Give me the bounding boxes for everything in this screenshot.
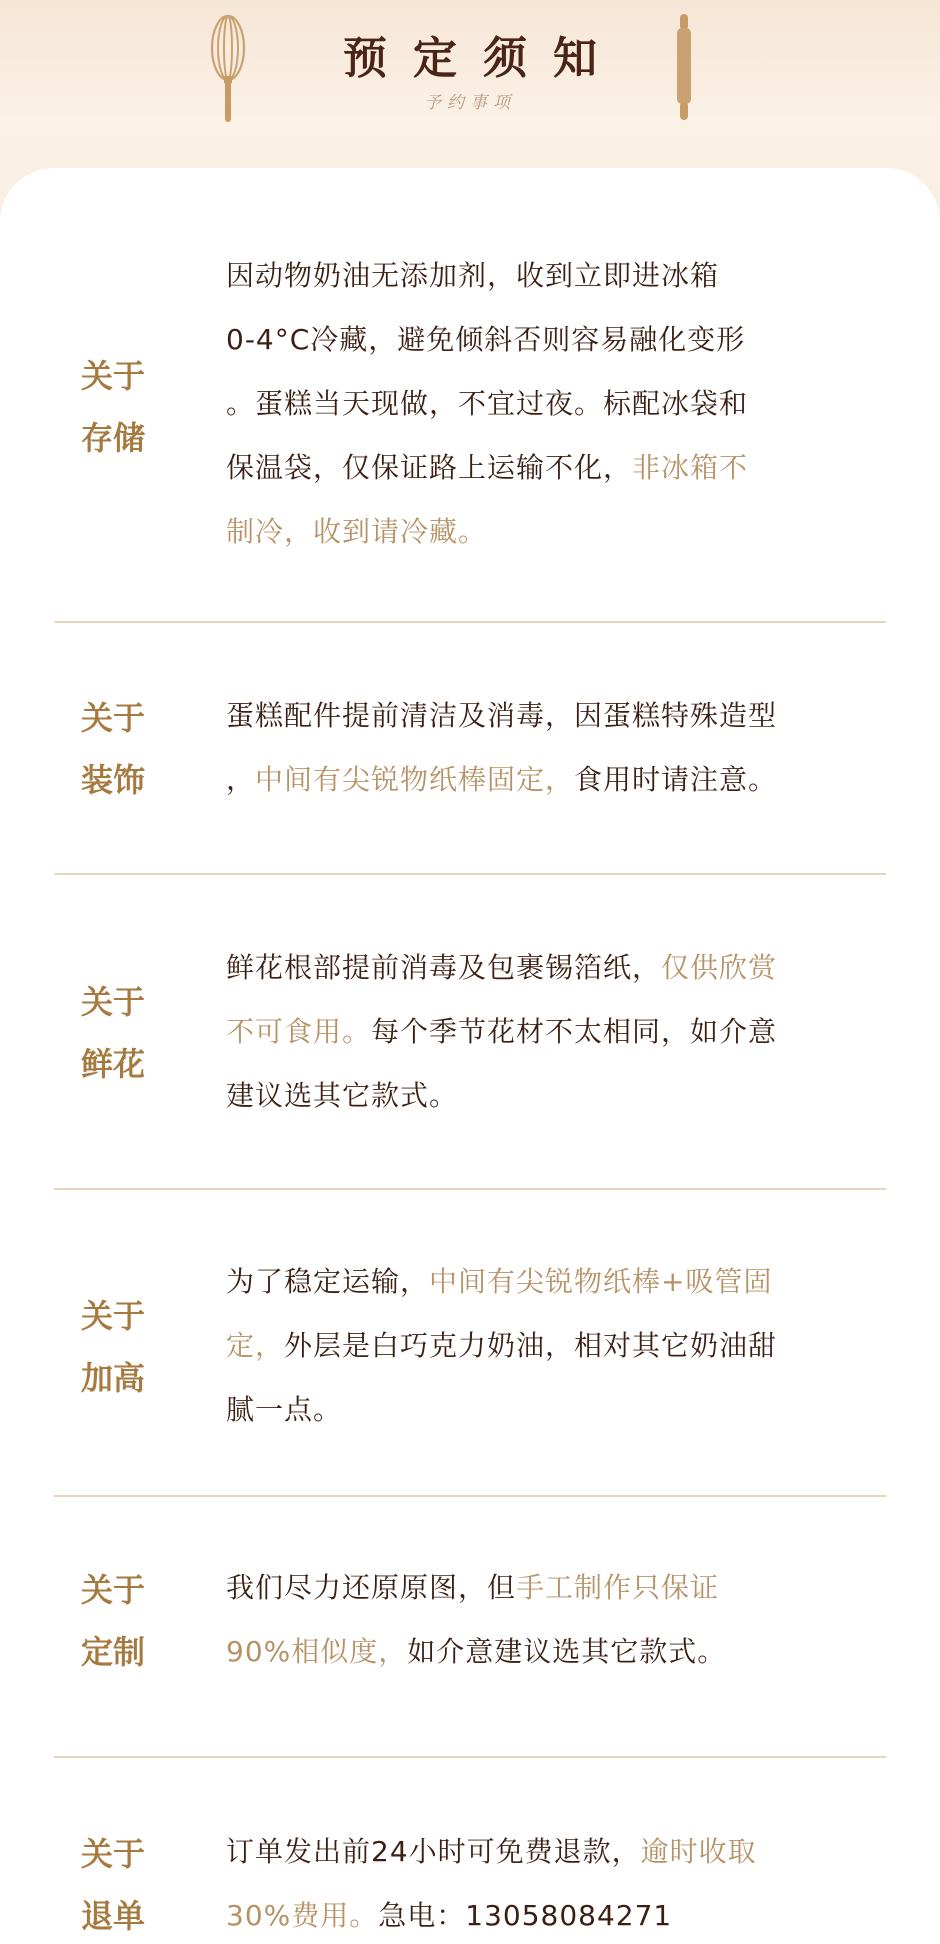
body-text: 0-4°C冷藏，避免倾斜否则容易融化变形 bbox=[226, 323, 746, 356]
section-text bbox=[226, 936, 876, 1128]
text-line bbox=[226, 372, 876, 436]
section-text bbox=[226, 1556, 876, 1684]
body-text: ， bbox=[226, 763, 256, 796]
body-text: 如介意建议选其它款式。 bbox=[407, 1635, 727, 1668]
section-refund bbox=[54, 1820, 886, 1944]
highlight-text: 90%相似度， bbox=[226, 1635, 408, 1668]
divider bbox=[54, 621, 886, 623]
section-custom bbox=[54, 1556, 886, 1684]
text-line bbox=[226, 500, 876, 564]
text-line bbox=[226, 1620, 876, 1684]
highlight-text: 非冰箱不 bbox=[632, 451, 749, 484]
header bbox=[0, 0, 940, 170]
body-text: 急电：13058084271 bbox=[378, 1899, 673, 1932]
body-text: 腻一点。 bbox=[226, 1393, 343, 1426]
section-label: 关于 加高 bbox=[81, 1297, 146, 1397]
highlight-text: 仅供欣赏 bbox=[661, 951, 778, 984]
text-line bbox=[226, 1556, 876, 1620]
body-text: 订单发出前24小时可免费退款， bbox=[226, 1835, 641, 1868]
section-text bbox=[226, 684, 876, 812]
highlight-text: 手工制作只保证 bbox=[516, 1571, 720, 1604]
text-line bbox=[226, 1884, 876, 1944]
text-line bbox=[226, 1000, 876, 1064]
divider bbox=[54, 1188, 886, 1190]
text-line bbox=[226, 684, 876, 748]
section-label: 关于 退单 bbox=[81, 1835, 146, 1935]
body-text: 每个季节花材不太相同，如介意 bbox=[371, 1015, 778, 1048]
section-flowers bbox=[54, 936, 886, 1128]
body-text: 建议选其它款式。 bbox=[226, 1079, 459, 1112]
section-label: 关于 装饰 bbox=[81, 699, 146, 799]
text-line bbox=[226, 1314, 876, 1378]
divider bbox=[54, 1495, 886, 1497]
body-text: 我们尽力还原原图，但 bbox=[226, 1571, 517, 1604]
highlight-text: 不可食用。 bbox=[226, 1015, 372, 1048]
section-storage bbox=[54, 244, 886, 564]
page-title: 预定须知 bbox=[343, 33, 623, 84]
body-text: 食用时请注意。 bbox=[574, 763, 778, 796]
highlight-text: 制冷，收到请冷藏。 bbox=[226, 515, 488, 548]
section-height bbox=[54, 1250, 886, 1442]
highlight-text: 定， bbox=[226, 1329, 285, 1362]
text-line bbox=[226, 244, 876, 308]
body-text: 为了稳定运输， bbox=[226, 1265, 430, 1298]
body-text: 蛋糕配件提前清洁及消毒，因蛋糕特殊造型 bbox=[226, 699, 778, 732]
text-line bbox=[226, 936, 876, 1000]
divider bbox=[54, 873, 886, 875]
section-text bbox=[226, 244, 876, 564]
text-line bbox=[226, 1064, 876, 1128]
section-text bbox=[226, 1820, 876, 1944]
divider bbox=[54, 1756, 886, 1758]
text-line bbox=[226, 1820, 876, 1884]
highlight-text: 中间有尖锐物纸棒+吸管固 bbox=[429, 1265, 773, 1298]
body-text: 外层是白巧克力奶油，相对其它奶油甜 bbox=[284, 1329, 778, 1362]
body-text: 。蛋糕当天现做，不宜过夜。标配冰袋和 bbox=[226, 387, 749, 420]
body-text: 因动物奶油无添加剂，收到立即进冰箱 bbox=[226, 259, 720, 292]
section-label: 关于 鲜花 bbox=[81, 983, 146, 1083]
text-line bbox=[226, 436, 876, 500]
text-line bbox=[226, 748, 876, 812]
highlight-text: 中间有尖锐物纸棒固定， bbox=[255, 763, 575, 796]
section-decoration bbox=[54, 684, 886, 812]
body-text: 保温袋，仅保证路上运输不化， bbox=[226, 451, 633, 484]
section-text bbox=[226, 1250, 876, 1442]
page-subtitle: 予约事项 bbox=[424, 93, 516, 113]
section-label: 关于 定制 bbox=[81, 1571, 146, 1671]
body-text: 鲜花根部提前消毒及包裹锡箔纸， bbox=[226, 951, 662, 984]
text-line bbox=[226, 1250, 876, 1314]
text-line bbox=[226, 1378, 876, 1442]
rolling-pin-icon bbox=[672, 12, 696, 124]
highlight-text: 30%费用。 bbox=[226, 1899, 379, 1932]
highlight-text: 逾时收取 bbox=[640, 1835, 757, 1868]
section-label: 关于 存储 bbox=[81, 357, 146, 457]
text-line bbox=[226, 308, 876, 372]
